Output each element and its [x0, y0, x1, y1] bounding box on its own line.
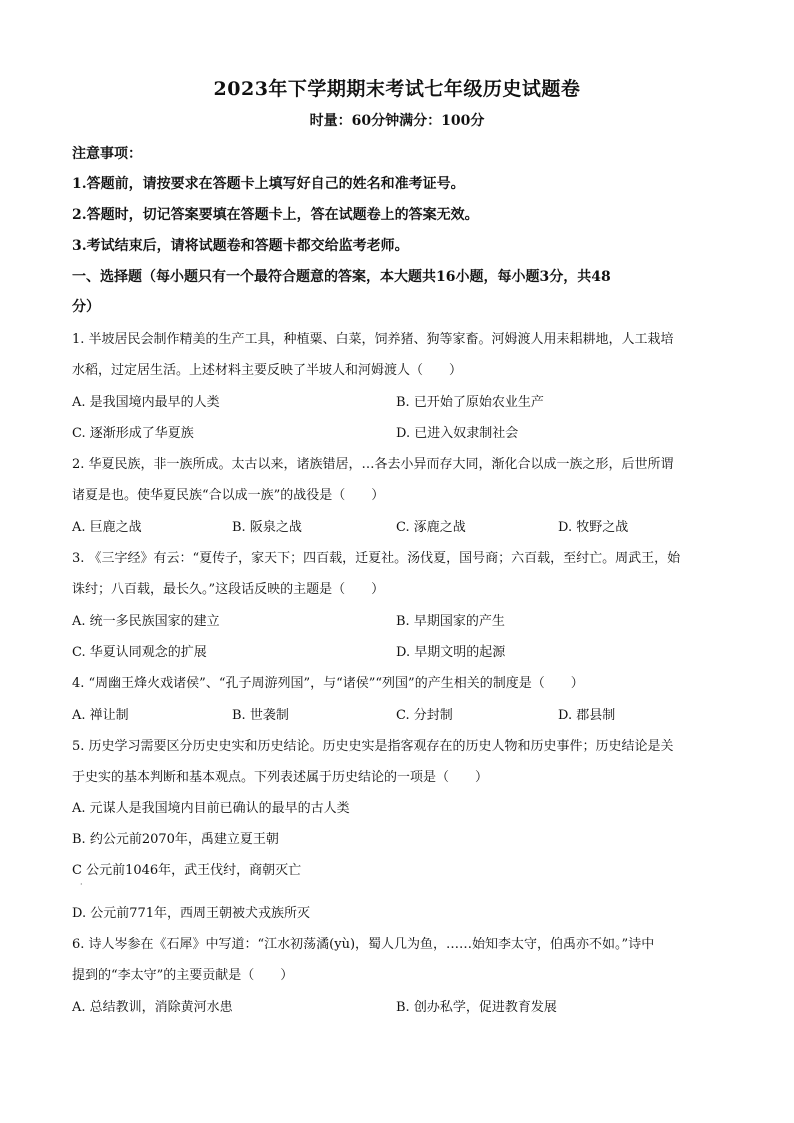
question-2-option-a: A. 巨鹿之战 — [72, 520, 142, 535]
exam-title: 2023年下学期期末考试七年级历史试题卷 — [213, 78, 581, 100]
question-6-stem-cont: 提到的“李太守”的主要贡献是（ ） — [72, 968, 294, 983]
notice-item-3: 3.考试结束后，请将试题卷和答题卡都交给监考老师。 — [72, 238, 409, 254]
question-5-option-a: A. 元谋人是我国境内目前已确认的最早的古人类 — [72, 801, 350, 816]
question-1-option-a: A. 是我国境内最早的人类 — [72, 395, 220, 410]
question-1-stem-cont: 水稻，过定居生活。上述材料主要反映了半坡人和河姆渡人（ ） — [72, 363, 463, 378]
question-1-stem: 1. 半坡居民会制作精美的生产工具，种植粟、白菜，饲养猪、狗等家畜。河姆渡人用耒耜耕地，人工栽培 — [72, 332, 674, 347]
section-heading: 一、选择题（每小题只有一个最符合题意的答案，本大题共16小题，每小题3分，共48 — [72, 269, 611, 285]
question-6-stem: 6. 诗人岑参在《石犀》中写道：“江水初荡潏(yù)，蜀人几为鱼，……始知李太守，伯禹亦不如。”诗中 — [72, 937, 655, 952]
question-4-option-b: B. 世袭制 — [232, 708, 289, 723]
question-3-option-d: D. 早期文明的起源 — [396, 645, 506, 660]
question-2-stem-cont: 诸夏是也。使华夏民族“合以成一族”的战役是（ ） — [72, 488, 385, 503]
question-2-option-d: D. 牧野之战 — [558, 520, 629, 535]
question-4-option-a: A. 禅让制 — [72, 708, 129, 723]
question-2-option-c: C. 涿鹿之战 — [396, 520, 466, 535]
question-4-stem: 4. “周幽王烽火戏诸侯”、“孔子周游列国”，与“诸侯”“列国”的产生相关的制度是（ ） — [72, 676, 584, 691]
question-5-option-b: B. 约公元前2070年，禹建立夏王朝 — [72, 832, 279, 847]
question-2-option-b: B. 阪泉之战 — [232, 520, 302, 535]
question-5-stem: 5. 历史学习需要区分历史史实和历史结论。历史史实是指客观存在的历史人物和历史事件；历史结论是关 — [72, 739, 674, 754]
notice-item-1: 1.答题前，请按要求在答题卡上填写好自己的姓名和准考证号。 — [72, 176, 465, 192]
notice-heading: 注意事项： — [72, 146, 142, 162]
question-1-option-d: D. 已进入奴隶制社会 — [396, 426, 519, 441]
question-2-stem: 2. 华夏民族，非一族所成。太古以来，诸族错居，…各去小异而存大同，渐化合以成一族之形，后世所谓 — [72, 457, 674, 472]
question-5-option-d: D. 公元前771年，西周王朝被犬戎族所灭 — [72, 906, 311, 921]
question-3-stem: 3. 《三字经》有云：“夏传子，家天下；四百载，迁夏社。汤伐夏，国号商；六百载，至纣亡。周武王，始 — [72, 551, 681, 566]
question-3-option-a: A. 统一多民族国家的建立 — [72, 614, 220, 629]
section-heading-cont: 分） — [72, 299, 100, 315]
stray-mark: · — [80, 880, 83, 889]
question-3-option-b: B. 早期国家的产生 — [396, 614, 505, 629]
question-1-option-b: B. 已开始了原始农业生产 — [396, 395, 544, 410]
question-4-option-c: C. 分封制 — [396, 708, 453, 723]
question-5-stem-cont: 于史实的基本判断和基本观点。下列表述属于历史结论的一项是（ ） — [72, 770, 489, 785]
question-5-option-c: C 公元前1046年，武王伐纣，商朝灭亡 — [72, 863, 302, 878]
question-6-option-a: A. 总结教训，消除黄河水患 — [72, 1000, 233, 1015]
exam-duration-score: 时量：60分钟满分：100分 — [309, 113, 485, 129]
question-6-option-b: B. 创办私学，促进教育发展 — [396, 1000, 557, 1015]
question-3-option-c: C. 华夏认同观念的扩展 — [72, 645, 207, 660]
question-1-option-c: C. 逐渐形成了华夏族 — [72, 426, 194, 441]
notice-item-2: 2.答题时，切记答案要填在答题卡上，答在试题卷上的答案无效。 — [72, 207, 479, 223]
question-4-option-d: D. 郡县制 — [558, 708, 616, 723]
question-3-stem-cont: 诛纣；八百载，最长久。”这段话反映的主题是（ ） — [72, 582, 385, 597]
